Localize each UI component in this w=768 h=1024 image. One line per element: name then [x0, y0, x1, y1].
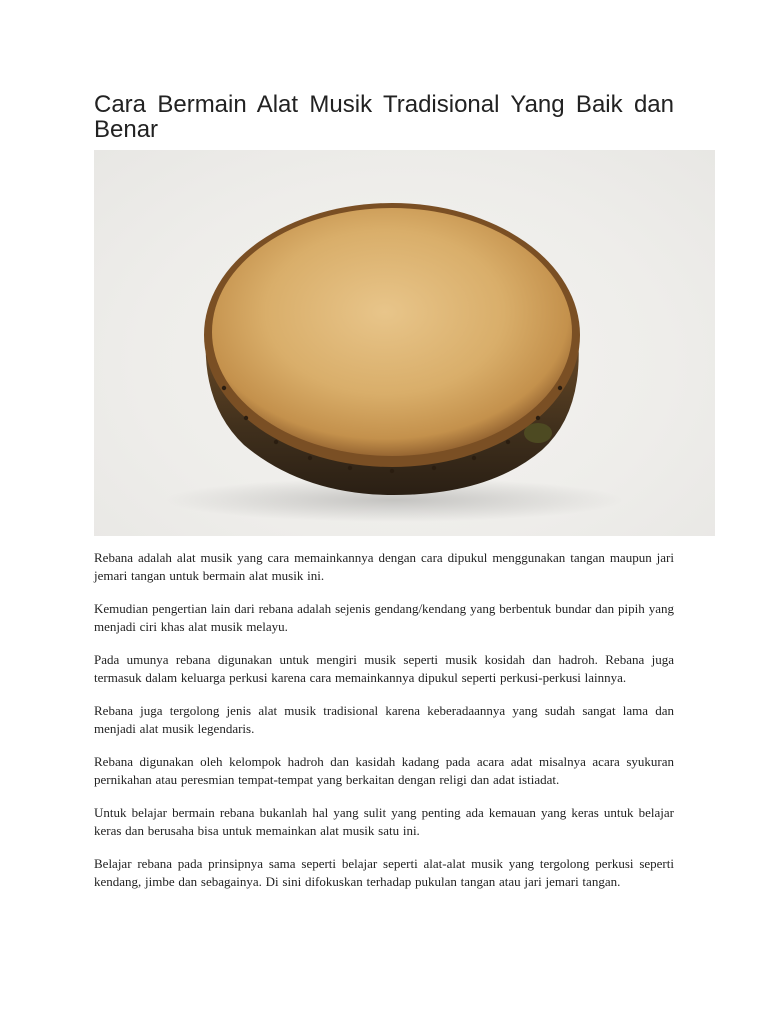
rebana-drum-illustration: [94, 150, 715, 536]
paragraph-2: Kemudian pengertian lain dari rebana adalah sejenis gendang/kendang yang berbentuk bundar dan pipih yang menjadi ciri khas alat musik melayu.: [94, 601, 674, 634]
paragraph-1: Rebana adalah alat musik yang cara memainkannya dengan cara dipukul menggunakan tangan maupun jari jemari tangan untuk bermain alat musik ini.: [94, 550, 674, 583]
paragraph-6: Untuk belajar bermain rebana bukanlah hal yang sulit yang penting ada kemauan yang keras untuk belajar keras dan berusaha bisa untuk memainkan alat musik satu ini.: [94, 805, 674, 838]
rebana-photo: [94, 150, 715, 536]
drum-jingle: [524, 423, 552, 443]
paragraph-5: Rebana digunakan oleh kelompok hadroh dan kasidah kadang pada acara adat misalnya acara syukuran pernikahan atau peresmian tempat-tempat yang berkaitan dengan religi dan adat istiadat.: [94, 754, 674, 787]
article-body: [94, 549, 674, 906]
paragraph-7: Belajar rebana pada prinsipnya sama seperti belajar seperti alat-alat musik yang tergolong perkusi seperti kendang, jimbe dan sebagainya. Di sini difokuskan terhadap pukulan tangan atau jari jemari tangan.: [94, 856, 674, 889]
document-title: Cara Bermain Alat Musik Tradisional Yang Baik dan Benar: [94, 91, 674, 143]
paragraph-4: Rebana juga tergolong jenis alat musik tradisional karena keberadaannya yang sudah sangat lama dan menjadi alat musik legendaris.: [94, 703, 674, 736]
drum-skin: [212, 208, 572, 456]
paragraph-3: Pada umunya rebana digunakan untuk mengiri musik seperti musik kosidah dan hadroh. Rebana juga termasuk dalam keluarga perkusi karena cara memainkannya dipukul seperti perkusi-perkusi lainnya.: [94, 652, 674, 685]
